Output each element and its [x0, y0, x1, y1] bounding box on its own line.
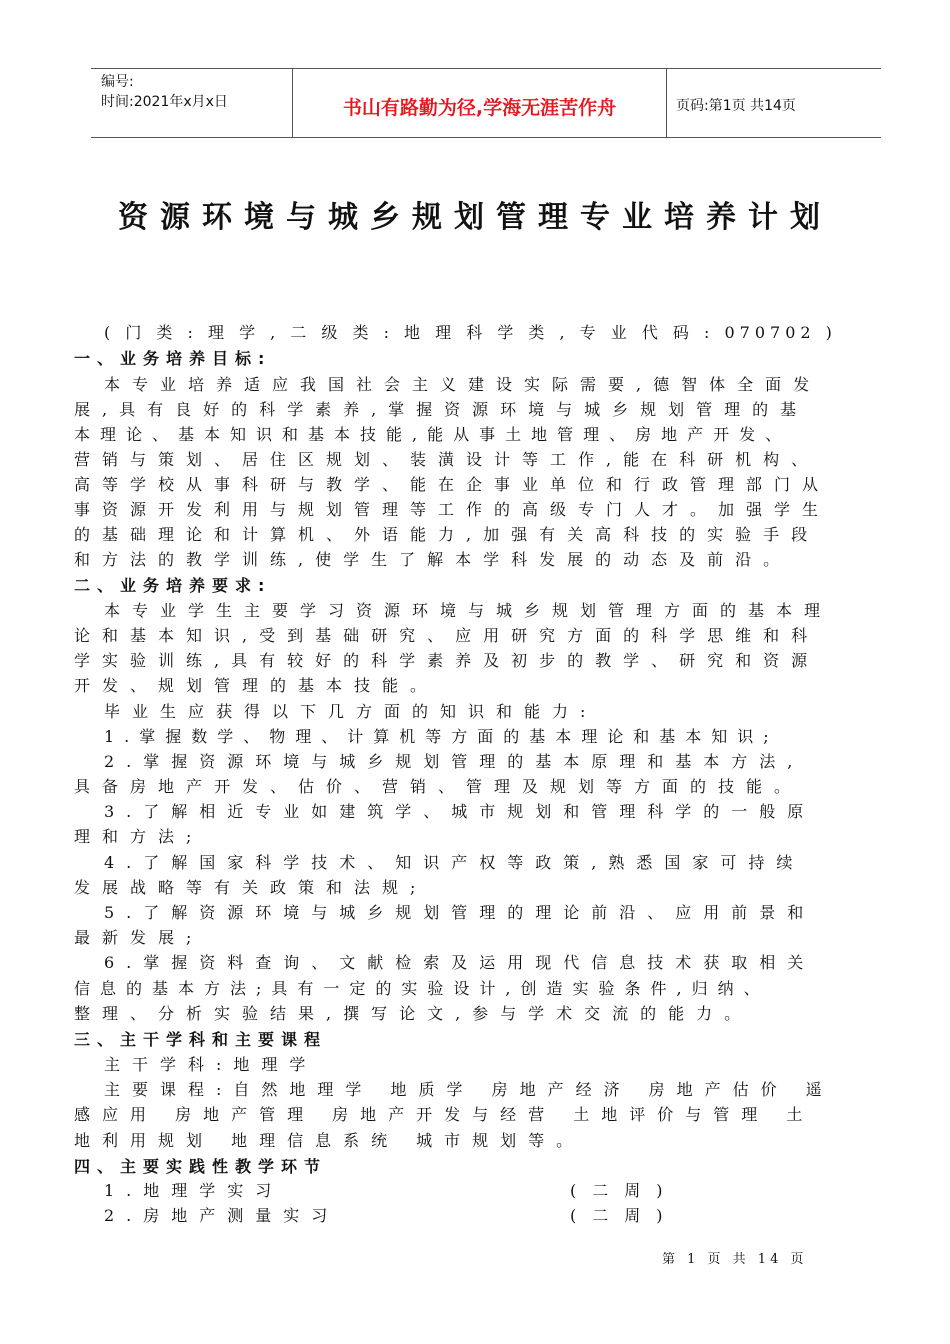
section-4-heading: 四、主要实践性教学环节 — [74, 1157, 328, 1176]
header-motto-cell — [292, 69, 667, 137]
document-header — [91, 68, 881, 138]
paragraph-line: 本理论、基本知识和基本技能,能从事土地管理、房地产开发、 — [74, 425, 792, 444]
practice-item — [104, 1178, 940, 1203]
section-3-heading: 三、主干学科和主要课程 — [74, 1030, 328, 1049]
paragraph-line: 主要课程:自然地理学 地质学 房地产经济 房地产估价 遥 — [104, 1080, 834, 1099]
document-title: 资源环境与城乡规划管理专业培养计划 — [118, 200, 832, 235]
paragraph-line: 4.了解国家科学技术、知识产权等政策,熟悉国家可持续 — [104, 853, 805, 872]
paragraph-line: 的基础理论和计算机、外语能力,加强有关高科技的实验手段 — [74, 525, 820, 544]
paragraph-line: 展,具有良好的科学素养,掌握资源环境与城乡规划管理的基 — [74, 400, 809, 419]
paragraph-line: 和方法的教学训练,使学生了解本学科发展的动态及前沿。 — [74, 550, 792, 569]
practice-item — [104, 1203, 940, 1228]
practice-item-duration: (二周) — [570, 1206, 679, 1225]
paragraph-line: 2.掌握资源环境与城乡规划管理的基本原理和基本方法, — [104, 752, 805, 771]
paragraph-line: 1.掌握数学、物理、计算机等方面的基本理论和基本知识; — [104, 727, 779, 746]
paragraph-line: 信息的基本方法;具有一定的实验设计,创造实验条件,归纳、 — [74, 979, 770, 998]
paragraph-line: 理和方法; — [74, 827, 204, 846]
paragraph-line: 事资源开发利用与规划管理等工作的高级专门人才。加强学生 — [74, 500, 831, 519]
paragraph-line: 毕业生应获得以下几方面的知识和能力: — [104, 702, 598, 721]
section-2-heading: 二、业务培养要求: — [74, 576, 272, 595]
paragraph-line: 感应用 房地产管理 房地产开发与经营 土地评价与管理 土 — [74, 1105, 815, 1124]
header-page-cell — [666, 69, 881, 137]
document-time-label: 时间:2021年x月x日 — [101, 94, 228, 110]
paragraph-line: 营销与策划、居住区规划、装潢设计等工作,能在科研机构、 — [74, 450, 820, 469]
paragraph-line: 地利用规划 地理信息系统 城市规划等。 — [74, 1131, 585, 1150]
practice-item-name: 1.地理学实习 — [104, 1181, 284, 1200]
page-number-label: 页码:第1页 共14页 — [676, 98, 796, 114]
paragraph-line: 开发、规划管理的基本技能。 — [74, 676, 439, 695]
paragraph-line: 具备房地产开发、估价、营销、管理及规划等方面的技能。 — [74, 777, 803, 796]
classification-line: ( 门 类 : 理 学 , 二 级 类 : 地 理 科 学 类 , 专 业 代 码 : 070702 ) — [104, 323, 837, 342]
paragraph-line: 发展战略等有关政策和法规; — [74, 878, 428, 897]
paragraph-line: 整理、分析实验结果,撰写论文,参与学术交流的能力。 — [74, 1004, 753, 1023]
practice-item-name: 2.房地产测量实习 — [104, 1206, 340, 1225]
paragraph-line: 主干学科:地理学 — [104, 1055, 318, 1074]
page-footer: 第 1 页 共 14 页 — [662, 1252, 808, 1267]
paragraph-line: 6.掌握资料查询、文献检索及运用现代信息技术获取相关 — [104, 953, 816, 972]
paragraph-line: 论和基本知识,受到基础研究、应用研究方面的科学思维和科 — [74, 626, 820, 645]
paragraph-line: 本专业培养适应我国社会主义建设实际需要,德智体全面发 — [104, 375, 822, 394]
motto-text: 书山有路勤为径,学海无涯苦作舟 — [342, 97, 617, 119]
section-1-heading: 一、业务培养目标: — [74, 349, 272, 368]
header-info-cell — [91, 69, 292, 137]
paragraph-line: 3.了解相近专业如建筑学、城市规划和管理科学的一般原 — [104, 802, 816, 821]
document-number-label: 编号: — [101, 74, 134, 90]
paragraph-line: 学实验训练,具有较好的科学素养及初步的教学、研究和资源 — [74, 651, 820, 670]
paragraph-line: 最新发展; — [74, 928, 204, 947]
practice-item-duration: (二周) — [570, 1181, 679, 1200]
paragraph-line: 本专业学生主要学习资源环境与城乡规划管理方面的基本理 — [104, 601, 833, 620]
paragraph-line: 高等学校从事科研与教学、能在企事业单位和行政管理部门从 — [74, 475, 831, 494]
paragraph-line: 5.了解资源环境与城乡规划管理的理论前沿、应用前景和 — [104, 903, 816, 922]
